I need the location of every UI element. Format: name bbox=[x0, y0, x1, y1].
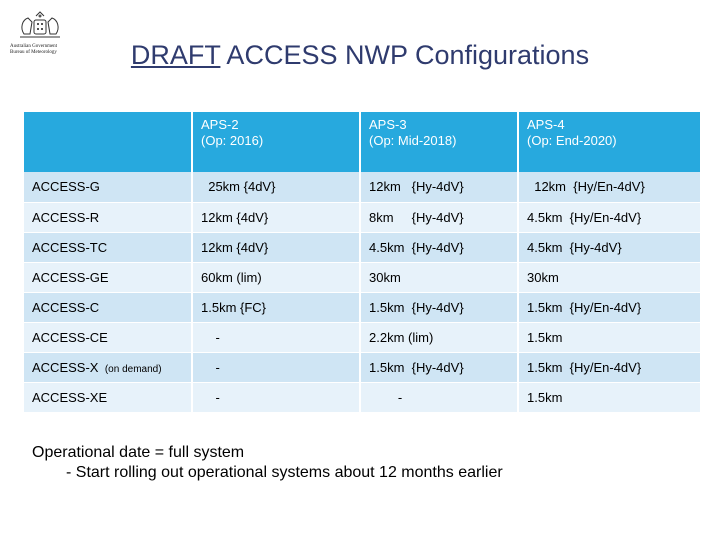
config-cell: - bbox=[192, 382, 360, 412]
model-name: ACCESS-GE bbox=[32, 269, 109, 285]
config-cell: 1.5km {Hy-4dV} bbox=[360, 292, 518, 322]
model-name-cell bbox=[24, 232, 192, 262]
config-cell: 1.5km bbox=[518, 382, 700, 412]
table-row bbox=[24, 262, 700, 292]
header-aps4 bbox=[518, 112, 700, 172]
table-row bbox=[24, 202, 700, 232]
logo-line1: Australian Government bbox=[10, 44, 58, 49]
table-row bbox=[24, 232, 700, 262]
config-cell: 12km {4dV} bbox=[192, 202, 360, 232]
header-aps2 bbox=[192, 112, 360, 172]
coat-of-arms-icon bbox=[10, 10, 70, 44]
config-cell: - bbox=[192, 352, 360, 382]
footer-line1: Operational date = full system bbox=[32, 444, 245, 461]
table-row bbox=[24, 172, 700, 202]
header-aps3 bbox=[360, 112, 518, 172]
model-name-cell bbox=[24, 292, 192, 322]
table-row bbox=[24, 292, 700, 322]
header-aps2-text: APS-2 (Op: 2016) bbox=[201, 117, 264, 148]
table-row bbox=[24, 382, 700, 412]
config-cell: - bbox=[192, 322, 360, 352]
model-note: (on demand) bbox=[102, 363, 162, 375]
footer-note bbox=[32, 443, 503, 483]
model-name: ACCESS-TC bbox=[32, 239, 108, 255]
table-row bbox=[24, 322, 700, 352]
model-name: ACCESS-XE bbox=[32, 389, 108, 405]
header-aps3-text: APS-3 (Op: Mid-2018) bbox=[369, 117, 457, 148]
model-name-cell bbox=[24, 382, 192, 412]
config-cell: 30km bbox=[360, 262, 518, 292]
model-name-cell bbox=[24, 352, 192, 382]
config-cell: 8km {Hy-4dV} bbox=[360, 202, 518, 232]
model-name: ACCESS-X bbox=[32, 359, 103, 375]
config-cell: 30km bbox=[518, 262, 700, 292]
title-rest: ACCESS NWP Configurations bbox=[220, 40, 590, 70]
model-name: ACCESS-C bbox=[32, 299, 100, 315]
config-cell: - bbox=[360, 382, 518, 412]
logo-line2: Bureau of Meteorology bbox=[10, 50, 57, 55]
config-cell: 12km {Hy-4dV} bbox=[360, 172, 518, 202]
footer-line2: - Start rolling out operational systems about 12 months earlier bbox=[66, 464, 503, 481]
title-draft: DRAFT bbox=[130, 40, 221, 70]
table-header-row bbox=[24, 112, 700, 172]
header-blank bbox=[24, 112, 192, 172]
config-cell: 25km {4dV} bbox=[192, 172, 360, 202]
config-cell: 4.5km {Hy/En-4dV} bbox=[518, 202, 700, 232]
page-title bbox=[0, 40, 720, 71]
model-name: ACCESS-CE bbox=[32, 329, 108, 345]
model-name-cell bbox=[24, 322, 192, 352]
config-cell: 60km (lim) bbox=[192, 262, 360, 292]
header-aps4-text: APS-4 (Op: End-2020) bbox=[527, 117, 617, 148]
table-row bbox=[24, 352, 700, 382]
model-name-cell bbox=[24, 262, 192, 292]
config-cell: 1.5km bbox=[518, 322, 700, 352]
config-cell: 1.5km {Hy/En-4dV} bbox=[518, 292, 700, 322]
model-name: ACCESS-G bbox=[32, 179, 100, 195]
config-table bbox=[24, 112, 700, 413]
config-cell: 4.5km {Hy-4dV} bbox=[518, 232, 700, 262]
model-name-cell bbox=[24, 202, 192, 232]
config-cell: 2.2km (lim) bbox=[360, 322, 518, 352]
model-name: ACCESS-R bbox=[32, 209, 100, 225]
config-cell: 4.5km {Hy-4dV} bbox=[360, 232, 518, 262]
config-cell: 1.5km {FC} bbox=[192, 292, 360, 322]
config-cell: 1.5km {Hy/En-4dV} bbox=[518, 352, 700, 382]
config-cell: 12km {Hy/En-4dV} bbox=[518, 172, 700, 202]
config-cell: 1.5km {Hy-4dV} bbox=[360, 352, 518, 382]
config-cell: 12km {4dV} bbox=[192, 232, 360, 262]
model-name-cell bbox=[24, 172, 192, 202]
